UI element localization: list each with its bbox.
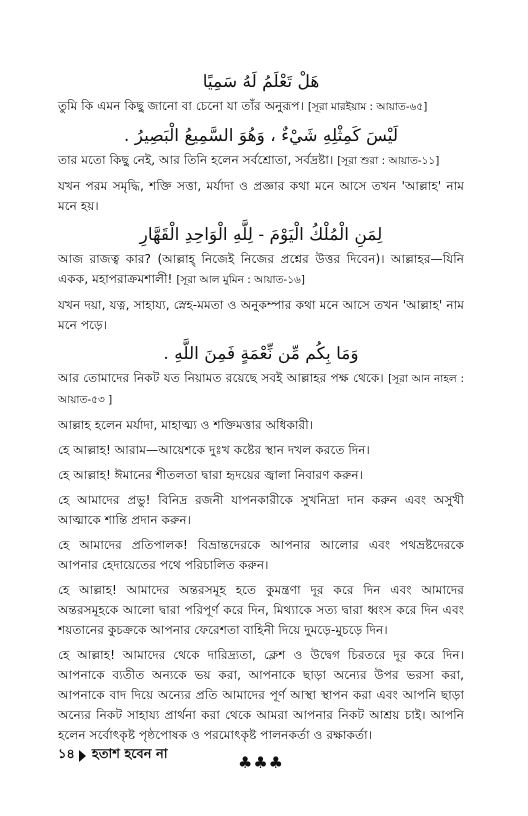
- paragraph-2: যখন দয়া, যত্ন, সাহায্য, স্নেহ-মমতা ও অনুকম্পার কথা মনে আসে তখন 'আল্লাহ' নাম মনে পড়ে।: [58, 298, 464, 332]
- arabic-verse-4: وَمَا بِكُم مِّن نِّعْمَةٍ فَمِنَ اللَّهِ .: [163, 344, 359, 364]
- prayer-2: হে আল্লাহ! ঈমানের শীতলতা দ্বারা হৃদয়ের জ্বালা নিবারণ করুন।: [58, 468, 364, 482]
- page-number: ১৪: [58, 747, 75, 762]
- triangle-right-icon: [79, 750, 86, 762]
- verse-2-ref: [সূরা শুরা : আয়াত-১১]: [337, 155, 440, 167]
- prayer-5: হে আল্লাহ! আমাদের অন্তরসমূহ হতে কুমন্ত্রণা দূর করে দিন এবং আমাদের অন্তরসমূহকে আলো দ্বারা পরিপূর্ণ করে দিন, মিথ্যাকে সত্য দ্বারা ধ্বংস করে দিন এবং শয়তানের কুচক্রকে আপনার ফেরেশতা বাহিনী দিয়ে দুমড়ে-মুচড়ে দিন।: [58, 583, 464, 637]
- verse-4-translation: [58, 368, 464, 410]
- verse-3-translation: [58, 249, 464, 290]
- paragraph-3: আল্লাহ হলেন মর্যাদা, মাহাত্ম্য ও শক্তিমত্তার অধিকারী।: [58, 418, 314, 432]
- prayer-1: হে আল্লাহ! আরাম—আয়েশকে দুঃখ কষ্টের স্থান দখল করতে দিন।: [58, 443, 370, 457]
- verse-4-text: আর তোমাদের নিকট যত নিয়ামত রয়েছে সবই আল্লাহর পক্ষ থেকে।: [58, 371, 384, 385]
- verse-1-text: তুমি কি এমন কিছু জানো বা চেনো যা তাঁর অনুরূপ।: [58, 99, 304, 113]
- prayer-3: হে আমাদের প্রভু! বিনিদ্র রজনী যাপনকারীকে সুখনিদ্রা দান করুন এবং অসুখী আত্মাকে শান্তি প্রদান করুন।: [58, 493, 464, 527]
- verse-2-text: তার মতো কিছু নেই, আর তিনি হলেন সর্বশ্রোতা, সর্বদ্রষ্টা।: [58, 153, 334, 167]
- verse-1-ref: [সূরা মারইয়াম : আয়াত-৬৫]: [307, 101, 428, 113]
- verse-2-translation: [58, 150, 464, 171]
- page-body: [58, 68, 464, 772]
- arabic-verse-2: لَيْسَ كَمِثْلِهِ شَيْءٌ ، وَهُوَ السَّمِيعُ الْبَصِيرُ .: [123, 126, 399, 146]
- verse-3-text: আজ রাজত্ব কার? (আল্লাহ্ নিজেই নিজের প্রশ্নের উত্তর দিবেন)। আল্লাহর—যিনি একক, মহাপরাক্রমশালী!: [58, 252, 464, 286]
- prayer-6: হে আল্লাহ! আমাদের থেকে দারিদ্র্যতা, ক্লেশ ও উদ্বেগ চিরতরে দূর করে দিন। আপনাকে ব্যতীত অন্যকে ভয় করা, আপনাকে ছাড়া অন্যের উপর ভরসা করা, আপনাকে বাদ দিয়ে অন্যের প্রতি আমাদের পূর্ণ আস্থা স্থাপন করা এবং আপনি ছাড়া অন্যের নিকট সাহায্য প্রার্থনা করা থেকে আমরা আপনার নিকট আশ্রয় চাই। আপনি হলেন সর্বোৎকৃষ্ট পৃষ্ঠপোষক ও পরমোৎকৃষ্ট পালনকর্তা ও রক্ষাকর্তা।: [58, 648, 464, 742]
- arabic-verse-3: لِمَنِ الْمُلْكُ الْيَوْمَ - لِلَّهِ الْوَاحِدِ الْقَهَّارِ: [139, 225, 383, 245]
- arabic-verse-1: هَلْ تَعْلَمُ لَهُ سَمِيًا: [202, 72, 320, 92]
- verse-1-translation: [58, 96, 464, 117]
- section-divider: ♣♣♣: [237, 753, 285, 772]
- book-title: হতাশ হবেন না: [91, 747, 168, 762]
- prayer-4: হে আমাদের প্রতিপালক! বিভ্রান্তদেরকে আপনার আলোর এবং পথভ্রষ্টদেরকে আপনার হেদায়েতের পথে পরিচালিত করুন।: [58, 538, 464, 572]
- page-footer: [58, 745, 168, 766]
- paragraph-1: যখন পরম সমৃদ্ধি, শক্তি সত্তা, মর্যাদা ও প্রজ্ঞার কথা মনে আসে তখন 'আল্লাহ' নাম মনে হয়।: [58, 179, 464, 213]
- verse-4-ref: [সূরা আন নাহল : আয়াত-৫৩ ]: [58, 373, 464, 406]
- verse-3-ref: [সূরা আল মুমিন : আয়াত-১৬]: [176, 274, 305, 286]
